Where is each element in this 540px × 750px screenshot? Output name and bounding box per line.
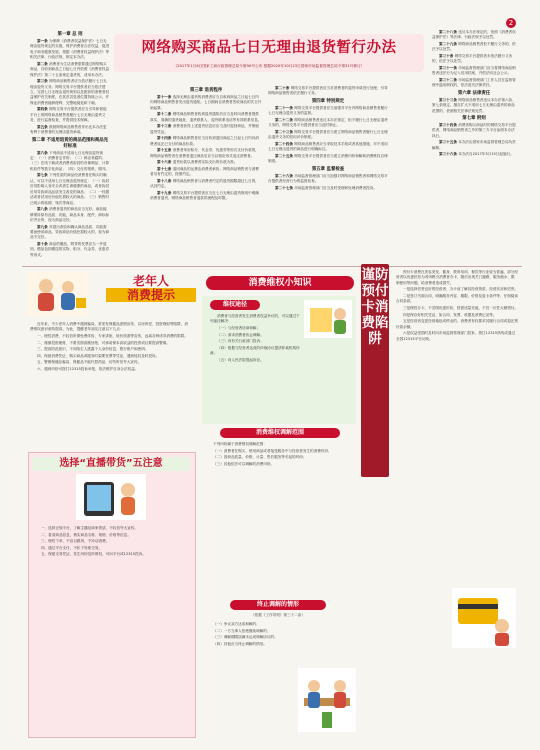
rights-section-1: 维权途径 xyxy=(210,300,260,310)
article-text: 为保障《消费者权益保护法》七日无理由退货规定的实施，保护消费者合法权益，促进电子商务健康发展，根据《消费者权益保护法》等相关法律、行政法规，制定本办法。 xyxy=(30,39,110,60)
law-column-4 xyxy=(432,30,516,262)
article-text: 网络商品销售者违反本办法第六条、第七条规定，擅自扩大不适用七日无理由退货的商品范围的，依照相关法律法规处罚。 xyxy=(432,97,516,113)
article-text: 网络交易平台提供者未依法履行义务的，依法予以处罚。 xyxy=(432,54,513,64)
law-article xyxy=(268,130,388,141)
article-text: 下列性质的商品经消费者在购买时确认，可以不适用七日无理由退货规定：（一）拆封后易影响人身安全或者生命健康的商品，或者拆封后易导致商品品质发生改变的商品；（二）一经激活或者试用后价值贬损较大的商品；（三）销售时已明示的临期、残次等商品。 xyxy=(30,173,110,205)
livestream-title: 选择“直播带货”五注意 xyxy=(32,457,190,471)
law-article xyxy=(30,151,110,173)
law-column-2 xyxy=(150,86,262,262)
article-number: 第二十九条 xyxy=(439,42,459,46)
rights-section-3: 终止调解的情形 xyxy=(230,600,326,610)
chapter-heading: 第六章 法律责任 xyxy=(457,90,491,96)
law-column-1 xyxy=(30,30,110,262)
article-text: 选择无理由退货的消费者应当自收到商品之日起七日内向网络商品销售者发出退货通知。七日期间自消费者签收商品的次日开始起算。 xyxy=(150,95,262,110)
article-text: 对超出查验和确认商品品质、功能需要而使用商品，导致商品价值贬损较大的，视为商品不完好。 xyxy=(30,224,110,240)
article-number: 第二十一条 xyxy=(275,105,295,110)
article-text: 网络商品销售者与消费者约定的退货期限超过七日的，从其约定。 xyxy=(150,179,259,189)
article-number: 第六条 xyxy=(37,150,50,155)
article-number: 第三十四条 xyxy=(439,123,459,128)
paragraph: （四）根据与经营者达成的仲裁协议提请仲裁机构仲裁； xyxy=(210,345,300,356)
chapter-heading: 第五章 监督检查 xyxy=(311,166,345,172)
law-article xyxy=(432,123,516,139)
article-number: 第十七条 xyxy=(157,167,173,171)
paragraph: 下列纠纷属于消费维权调解范围： xyxy=(213,442,267,446)
rights-section-2: 消费维权调解范围 xyxy=(220,428,340,438)
paragraph: （二）一方当事人拒绝继续调解的； xyxy=(213,628,271,633)
law-article xyxy=(432,140,516,151)
article-number: 第三十条 xyxy=(439,54,455,58)
article-text: 下列商品不适用七日无理由退货规定：（一）消费者定作的；（二）鲜活易腐的；（三）在线下载或者消费者拆封的音像制品、计算机软件等数字化商品；（四）交付的报纸、期刊。 xyxy=(30,150,110,171)
article-number: 第二十六条 xyxy=(275,173,295,178)
article-text: 消费者采用积分、代金券、优惠券等形式支付价款的，网络商品销售者在消费者退还商品后应当以相应形式返还消费者。 xyxy=(150,148,259,158)
paragraph: 消费者与经营者发生消费者权益争议的，可以通过下列途径解决： xyxy=(210,314,300,324)
elderly-title xyxy=(106,274,196,302)
article-text: 消费者退货的商品应当完好。商品能够保持原有品质、功能，商品本身、配件、商标标识齐全的，视为商品完好。 xyxy=(30,207,110,222)
paragraph: （二）请求消费者协会调解； xyxy=(217,332,264,337)
prepaid-text xyxy=(396,270,518,736)
article-text: 网络商品销售者应当依法履行七日无理由退货义务。网络交易平台提供者应当依法建立、完善七日无理由退货规则以及配套的消费者权益保护有关制度，在其首页显著位置持续公示，并保证消费者能够便利、完整地阅览和下载。 xyxy=(30,79,110,105)
paragraph: 二、谨慎投资理财，不要贪图高额回报，对承诺保本高收益的投资项目要提高警惕。 xyxy=(37,340,170,345)
article-number: 第三十五条 xyxy=(439,140,459,145)
article-text: 违反本办法规定的，依照《消费者权益保护法》等法律、行政法规予以处罚。 xyxy=(432,30,516,40)
law-article xyxy=(30,107,110,123)
law-article xyxy=(30,242,110,258)
article-number: 第十九条 xyxy=(157,191,173,195)
article-number: 第八条 xyxy=(37,207,50,212)
article-text: 市场监督管理部门应当及时受理和处理消费者投诉。 xyxy=(294,185,377,190)
article-text: 网络商品销售者违反本办法规定，拒不履行七日无理由退货义务的，网络交易平台提供者应当及时制止。 xyxy=(268,117,388,128)
law-article xyxy=(150,160,262,165)
chapter-heading: 第四章 特别规定 xyxy=(311,98,345,104)
article-number: 第二条 xyxy=(37,61,50,66)
law-article xyxy=(30,125,110,136)
law-title: 网络购买商品七日无理由退货暂行办法 xyxy=(141,39,397,56)
article-number: 第九条 xyxy=(37,224,50,229)
chapter-heading: 第二章 不适用退货的商品范围和商品完好标准 xyxy=(31,137,109,149)
article-text: 本办法由国家市场监督管理总局负责解释。 xyxy=(432,140,516,150)
article-number: 第二十四条 xyxy=(275,141,295,146)
chapter-heading: 第一章 总 则 xyxy=(57,32,83,37)
law-article xyxy=(150,112,262,123)
article-number: 第二十五条 xyxy=(275,153,295,158)
article-text: 网络交易平台提供者应当在七日无理由退货规则中明确消费者退货、网络商品销售者退款的流程及时限。 xyxy=(150,191,259,201)
law-article xyxy=(268,174,388,185)
article-text: 网络交易平台提供者应当引导和督促平台上的网络商品销售者履行七日无理由退货义务，进行监督检查，并提供技术保障。 xyxy=(30,107,107,123)
article-number: 第十八条 xyxy=(157,179,173,183)
article-text: 退回商品的运费由消费者承担；网络商品销售者与消费者另有约定的，按照约定。 xyxy=(150,167,259,177)
article-text: 市场监督管理部门工作人员在监督管理中滥用职权的，依法追究法律责任。 xyxy=(432,78,516,88)
law-article xyxy=(432,42,516,53)
section-divider xyxy=(22,266,522,267)
law-article xyxy=(30,79,110,106)
law-article xyxy=(432,152,516,157)
paragraph: （四）其他应当终止调解的情形。 xyxy=(213,641,267,646)
paragraph: 六、遇到纠纷可拨打12315投诉举报，依法维护自身合法权益。 xyxy=(37,366,139,371)
article-text: 消费者获得上述退货信息后应当及时退回商品，并保留退货凭证。 xyxy=(150,124,259,134)
paragraph: 五、保留交易凭证，发生纠纷及时维权，可向平台或12315投诉。 xyxy=(41,552,146,557)
article-text: 网络商品销售者应当自收到退回商品之日起七日内向消费者返还已支付的商品价款。 xyxy=(150,136,259,146)
paragraph: 近年来，不少老年人消费中遇到骗局，常见有保健品虚假宣传、以房养老、投资理财等陷阱，消费维权意识亟待提高。为此，提醒老年朋友注意以下几点： xyxy=(30,322,188,332)
article-number: 第十条 xyxy=(37,241,50,246)
article-text: 消费者购买商品时的网络交易平台提供者、网络商品销售者之外的第三方平台参照本办法执行。 xyxy=(432,123,516,138)
article-number: 第一条 xyxy=(37,39,50,43)
article-text: 网络交易平台提供者应当建立网络商品销售者履行七日无理由退货义务的信用评价制度。 xyxy=(268,129,388,140)
livestream-illustration xyxy=(76,474,146,520)
paragraph: （三）其他依法可以调解的消费纠纷。 xyxy=(213,461,275,466)
article-number: 第十五条 xyxy=(157,148,173,153)
paragraph: （五）向人民法院提起诉讼。 xyxy=(217,357,264,362)
paragraph: 四、保留消费凭证，购买商品或服务时索要发票等凭证，遇到侵权及时投诉。 xyxy=(37,353,160,358)
law-article xyxy=(268,106,388,117)
livestream-text xyxy=(34,526,188,732)
article-text: 退货价款以消费者实际支出的价款为准。 xyxy=(172,160,238,165)
article-number: 第二十条 xyxy=(275,86,291,90)
law-article xyxy=(268,186,388,191)
paragraph: （一）与经营者协商和解； xyxy=(217,326,261,330)
law-article xyxy=(150,148,262,159)
rights-title: 消费维权小知识 xyxy=(206,276,354,290)
article-number: 第十一条 xyxy=(157,95,173,99)
article-number: 第二十七条 xyxy=(275,185,295,190)
chapter-heading: 第三章 退货程序 xyxy=(189,88,223,93)
elderly-title-line1: 老年人 xyxy=(132,274,169,288)
law-article xyxy=(150,191,262,202)
article-number: 第十二条 xyxy=(157,112,173,117)
law-article xyxy=(150,95,262,111)
paragraph: （三）调解期限届满未达成调解协议的； xyxy=(213,635,278,640)
paragraph: 二是签订书面合同，明确服务内容、期限、价格及退卡条件等，仔细阅读合同条款。 xyxy=(396,294,518,304)
paragraph: 一是选择信誉良好的经营者，办卡前了解其经营资质、经营状况和信誉。 xyxy=(403,287,518,292)
article-number: 第二十三条 xyxy=(275,129,295,134)
law-article xyxy=(268,118,388,129)
elderly-illustration xyxy=(28,272,88,316)
article-number: 第二十八条 xyxy=(439,30,459,34)
paragraph: 二、看清商品信息，核实商品名称、规格、价格等信息。 xyxy=(41,532,131,537)
article-number: 第三十二条 xyxy=(439,78,459,82)
law-article xyxy=(150,179,262,190)
article-number: 第七条 xyxy=(37,173,50,178)
prepaid-title: 谨防预付卡消费陷阱 xyxy=(361,264,389,477)
article-text: 网络商品销售者拒不履行义务的，依法予以处罚。 xyxy=(432,42,516,52)
article-text: 商品的赠品、附带的发票应当一并退回。赠品包括赠送的实物、积分、代金券、优惠券等形式。 xyxy=(30,241,110,257)
paragraph: （二）因商品质量、价格、计量、售后服务等引起的纠纷； xyxy=(213,455,307,460)
chapter-heading: 第七章 附则 xyxy=(462,116,486,122)
article-text: 网络交易平台提供者应当建立消费纠纷和解和消费维权自律制度。 xyxy=(268,153,388,164)
paragraph: 五是经营者变更经营地址或停业的，消费者有权要求其履行合同或退还预付款余额。 xyxy=(396,319,518,329)
law-article xyxy=(30,62,110,78)
rights-illustration xyxy=(304,300,352,338)
rights-section-3-sub: （依据《工作导则》第三十二条） xyxy=(251,613,305,617)
paragraph: 四、通过平台支付，不私下转账交易。 xyxy=(41,545,103,550)
elderly-title-line2: 消费提示 xyxy=(106,288,196,302)
law-article xyxy=(432,54,516,65)
paragraph: 一、理性消费，不轻信所谓免费体验、专家讲座、低价旅游等宣传，远离各种诱导消费的陷阱。 xyxy=(37,334,188,338)
article-text: 市场监督管理部门应当加强对网络商品销售者和网络交易平台提供者经营行为的监督检查。 xyxy=(268,173,388,184)
page-number: 2 xyxy=(506,18,516,28)
paragraph: 五、警惕保健品骗局，保健品不能代替药品，切勿听信夸大宣传。 xyxy=(37,360,142,365)
law-article xyxy=(150,124,262,135)
paragraph: （一）消费者在购买、使用商品或者接受服务中与经营者发生的消费纠纷； xyxy=(213,448,332,453)
paragraph: 一、选择正规平台，了解主播及商家资质，不轻信夸大宣传。 xyxy=(41,526,139,530)
article-number: 第二十二条 xyxy=(275,117,295,122)
article-text: 鼓励网络商品销售者作出比本办法更有利于消费者的无理由退货承诺。 xyxy=(30,124,107,135)
law-article xyxy=(432,30,516,41)
law-article xyxy=(150,167,262,178)
prepaid-illustration xyxy=(452,588,516,648)
elderly-text xyxy=(30,322,190,442)
rights-section-2-text xyxy=(206,442,356,592)
law-article xyxy=(432,78,516,89)
paragraph: （三）向有关行政部门投诉； xyxy=(217,339,264,344)
paragraph: 三、理性下单，不盲目跟风，不冲动消费。 xyxy=(41,539,110,544)
law-article xyxy=(30,207,110,223)
law-article xyxy=(30,39,110,61)
paragraph: 三、提高防范意识，不向陌生人透露个人身份信息、银行账户和密码。 xyxy=(37,347,149,352)
law-column-3 xyxy=(268,86,388,262)
law-article xyxy=(30,225,110,241)
law-article xyxy=(268,142,388,153)
law-article xyxy=(150,136,262,147)
mediation-illustration xyxy=(298,668,356,732)
law-article xyxy=(432,98,516,114)
article-text: 网络商品销售者应当采取技术手段或者其他措施，对不适用七日无理由退货的商品进行明确标注。 xyxy=(268,141,388,152)
paragraph: 四是保存好相关凭证，如合同、发票、收据及消费记录等。 xyxy=(403,312,497,317)
law-banner xyxy=(114,34,424,72)
article-number: 第十三条 xyxy=(157,124,173,129)
law-article xyxy=(268,86,388,97)
rights-section-3-text xyxy=(206,622,306,732)
article-text: 网络交易平台提供者应当加强对平台内网络商品销售者履行七日无理由退货义务的监督。 xyxy=(268,105,388,116)
article-number: 第三十三条 xyxy=(439,97,459,102)
law-subtitle: （2017年1月6日国家工商行政管理总局令第90号公布 根据2020年10月23日国家市场监督管理总局令第31号修订） xyxy=(173,64,365,68)
article-text: 市场监督管理部门应当将网络商品销售者违法行为记入信用档案，并依法向社会公示。 xyxy=(432,66,516,76)
rights-section-1-text xyxy=(210,314,302,420)
paragraph: 预付卡消费在美容美发、健身、教育培训、餐饮等行业较为普遍，部分经营者以优惠折扣为诱饵吸引消费者办卡，随后出现关门跑路、服务缩水、限制使用等问题，给消费者造成损失。 xyxy=(396,270,518,285)
article-number: 第三条 xyxy=(37,79,50,84)
article-number: 第五条 xyxy=(37,124,50,129)
article-text: 本办法自2017年3月15日起施行。 xyxy=(458,152,514,157)
article-number: 第四条 xyxy=(37,107,50,112)
article-text: 网络交易平台提供者应当对消费者的退货申请进行处理，引导网络商品销售者依法履行义务。 xyxy=(268,86,388,96)
law-article xyxy=(30,173,110,205)
law-article xyxy=(432,66,516,77)
paragraph: （一）争议双方达成和解的； xyxy=(213,622,260,626)
article-text: 网络商品销售者收到退货通知后应当及时向消费者提供真实、准确的退货地址、退货联系人、退货联系电话等有效联系信息。 xyxy=(150,112,262,122)
paragraph: 六是权益受损时及时向市场监督管理部门投诉，拨打12315热线或通过全国12315平台反映。 xyxy=(396,331,516,341)
article-number: 第十六条 xyxy=(157,160,173,165)
article-number: 第三十六条 xyxy=(439,152,459,157)
article-number: 第十四条 xyxy=(157,136,173,141)
paragraph: 三是理性办卡，不贪图优惠折扣，按需适量充值，不宜一次性大额预付。 xyxy=(403,306,518,310)
article-number: 第三十一条 xyxy=(439,66,459,70)
law-article xyxy=(268,154,388,165)
article-text: 消费者为生活消费需要通过网络购买商品，自收到商品之日起七日内依照《消费者权益保护法》第二十五条规定退货的，适用本办法。 xyxy=(30,61,110,77)
